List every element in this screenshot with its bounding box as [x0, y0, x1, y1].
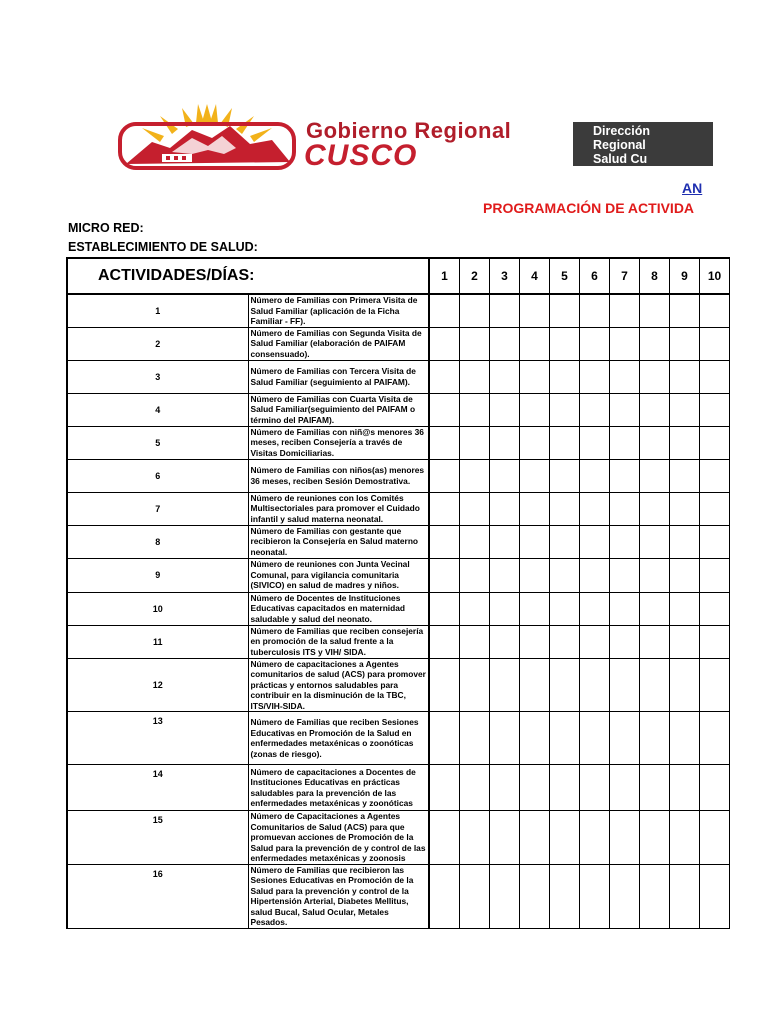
- row-number: 7: [67, 492, 248, 525]
- row-number: 5: [67, 426, 248, 459]
- day-cell[interactable]: [580, 360, 610, 393]
- day-cell[interactable]: [429, 426, 460, 459]
- day-cell[interactable]: [670, 426, 700, 459]
- day-cell[interactable]: [700, 459, 730, 492]
- gobierno-regional-text: Gobierno Regional: [306, 118, 512, 143]
- day-cell[interactable]: [700, 592, 730, 625]
- day-cell[interactable]: [490, 426, 520, 459]
- activity-description: Número de Familias con niñ@s menores 36 meses, reciben Consejería a través de Visitas Domiciliarias.: [248, 426, 429, 459]
- micro-red-label: MICRO RED:: [68, 221, 144, 235]
- day-cell[interactable]: [490, 625, 520, 658]
- establecimiento-label: ESTABLECIMIENTO DE SALUD:: [68, 240, 258, 254]
- table-row: [67, 426, 730, 459]
- day-cell[interactable]: [610, 492, 640, 525]
- day-cell[interactable]: [640, 712, 670, 765]
- day-header-4: 4: [520, 258, 550, 294]
- day-cell[interactable]: [520, 712, 550, 765]
- row-number: 15: [67, 811, 248, 865]
- row-number: 16: [67, 864, 248, 928]
- row-number: 11: [67, 625, 248, 658]
- day-cell[interactable]: [429, 811, 460, 865]
- day-cell[interactable]: [550, 393, 580, 426]
- day-cell[interactable]: [580, 658, 610, 712]
- day-cell[interactable]: [550, 459, 580, 492]
- day-cell[interactable]: [520, 459, 550, 492]
- day-cell[interactable]: [670, 765, 700, 811]
- activity-description: Número de capacitaciones a Docentes de Instituciones Educativas en prácticas saludables para la prevención de las enfermedades metaxénicas y zoonóticas: [248, 765, 429, 811]
- day-cell[interactable]: [460, 492, 490, 525]
- activities-table: [66, 257, 730, 929]
- day-cell[interactable]: [670, 327, 700, 360]
- day-cell[interactable]: [640, 525, 670, 558]
- day-cell[interactable]: [610, 658, 640, 712]
- day-cell[interactable]: [429, 525, 460, 558]
- day-cell[interactable]: [520, 492, 550, 525]
- day-cell[interactable]: [520, 864, 550, 928]
- day-cell[interactable]: [490, 492, 520, 525]
- day-cell[interactable]: [700, 712, 730, 765]
- day-cell[interactable]: [550, 765, 580, 811]
- day-cell[interactable]: [460, 558, 490, 592]
- day-cell[interactable]: [700, 492, 730, 525]
- activities-days-header: ACTIVIDADES/DÍAS:: [67, 258, 429, 294]
- day-cell[interactable]: [460, 360, 490, 393]
- table-header-row: [67, 258, 730, 294]
- direccion-line-2: Regional: [593, 138, 646, 152]
- cusco-text: CUSCO: [304, 139, 418, 172]
- day-cell[interactable]: [670, 459, 700, 492]
- day-cell[interactable]: [490, 712, 520, 765]
- activity-description: Número de reuniones con los Comités Multisectoriales para promover el Cuidado infantil y salud materna neonatal.: [248, 492, 429, 525]
- day-header-1: 1: [429, 258, 460, 294]
- day-cell[interactable]: [670, 811, 700, 865]
- day-cell[interactable]: [490, 459, 520, 492]
- day-cell[interactable]: [460, 811, 490, 865]
- day-cell[interactable]: [460, 327, 490, 360]
- day-cell[interactable]: [550, 492, 580, 525]
- day-cell[interactable]: [429, 765, 460, 811]
- activity-description: Número de Capacitaciones a Agentes Comunitarios de Salud (ACS) para que promuevan acciones de Promoción de la Salud para la prevención de y control de las enfermedades metaxénicas y zoonosis: [248, 811, 429, 865]
- table-row: [67, 658, 730, 712]
- day-cell[interactable]: [550, 525, 580, 558]
- table-row: [67, 625, 730, 658]
- day-cell[interactable]: [580, 592, 610, 625]
- day-cell[interactable]: [520, 360, 550, 393]
- day-cell[interactable]: [550, 712, 580, 765]
- day-cell[interactable]: [520, 558, 550, 592]
- day-cell[interactable]: [700, 393, 730, 426]
- day-cell[interactable]: [580, 327, 610, 360]
- day-cell[interactable]: [550, 625, 580, 658]
- day-cell[interactable]: [550, 558, 580, 592]
- day-cell[interactable]: [640, 765, 670, 811]
- day-cell[interactable]: [580, 459, 610, 492]
- day-cell[interactable]: [700, 765, 730, 811]
- day-cell[interactable]: [610, 558, 640, 592]
- day-cell[interactable]: [520, 592, 550, 625]
- activity-description: Número de Familias con Tercera Visita de Salud Familiar (seguimiento al PAIFAM).: [248, 360, 429, 393]
- day-cell[interactable]: [640, 393, 670, 426]
- day-cell[interactable]: [580, 426, 610, 459]
- day-cell[interactable]: [640, 360, 670, 393]
- day-cell[interactable]: [610, 625, 640, 658]
- day-cell[interactable]: [550, 327, 580, 360]
- day-cell[interactable]: [700, 294, 730, 327]
- day-cell[interactable]: [640, 459, 670, 492]
- table-row: [67, 393, 730, 426]
- day-cell[interactable]: [610, 294, 640, 327]
- day-cell[interactable]: [610, 712, 640, 765]
- day-cell[interactable]: [580, 525, 610, 558]
- day-cell[interactable]: [640, 558, 670, 592]
- activity-description: Número de Familias que recibieron las Sesiones Educativas en Promoción de la Salud para la prevención y control de la Hipertensión Arterial, Diabetes Mellitus, salud Bucal, Salud Ocular, Metales Pesados.: [248, 864, 429, 928]
- day-cell[interactable]: [670, 625, 700, 658]
- day-cell[interactable]: [700, 558, 730, 592]
- anexo-link[interactable]: AN: [682, 180, 703, 196]
- day-cell[interactable]: [670, 864, 700, 928]
- day-cell[interactable]: [460, 525, 490, 558]
- day-cell[interactable]: [670, 294, 700, 327]
- day-cell[interactable]: [429, 393, 460, 426]
- day-cell[interactable]: [550, 811, 580, 865]
- activity-description: Número de Docentes de Instituciones Educativas capacitados en maternidad saludable y salud del neonato.: [248, 592, 429, 625]
- row-number: 1: [67, 294, 248, 327]
- day-cell[interactable]: [460, 864, 490, 928]
- day-cell[interactable]: [429, 459, 460, 492]
- day-cell[interactable]: [670, 558, 700, 592]
- activity-description: Número de Familias con niños(as) menores 36 meses, reciben Sesión Demostrativa.: [248, 459, 429, 492]
- row-number: 2: [67, 327, 248, 360]
- day-cell[interactable]: [520, 525, 550, 558]
- day-cell[interactable]: [610, 525, 640, 558]
- day-header-6: 6: [580, 258, 610, 294]
- day-cell[interactable]: [640, 658, 670, 712]
- day-cell[interactable]: [610, 393, 640, 426]
- day-cell[interactable]: [460, 459, 490, 492]
- day-cell[interactable]: [610, 426, 640, 459]
- day-cell[interactable]: [550, 864, 580, 928]
- day-cell[interactable]: [490, 765, 520, 811]
- day-cell[interactable]: [700, 625, 730, 658]
- direccion-line-1: Dirección: [593, 124, 650, 138]
- day-cell[interactable]: [520, 294, 550, 327]
- day-cell[interactable]: [610, 327, 640, 360]
- table-row: [67, 558, 730, 592]
- day-cell[interactable]: [610, 459, 640, 492]
- direccion-regional-box: [573, 122, 713, 166]
- day-cell[interactable]: [640, 625, 670, 658]
- table-row: [67, 765, 730, 811]
- day-cell[interactable]: [429, 592, 460, 625]
- day-cell[interactable]: [670, 712, 700, 765]
- day-cell[interactable]: [429, 360, 460, 393]
- day-cell[interactable]: [640, 294, 670, 327]
- day-cell[interactable]: [520, 811, 550, 865]
- day-cell[interactable]: [580, 294, 610, 327]
- direccion-line-3: Salud Cu: [593, 152, 648, 166]
- day-cell[interactable]: [520, 625, 550, 658]
- day-cell[interactable]: [610, 864, 640, 928]
- day-cell[interactable]: [460, 712, 490, 765]
- table-row: [67, 360, 730, 393]
- row-number: 6: [67, 459, 248, 492]
- row-number: 9: [67, 558, 248, 592]
- table-row: [67, 459, 730, 492]
- day-cell[interactable]: [460, 393, 490, 426]
- programacion-title: PROGRAMACIÓN DE ACTIVIDA: [483, 200, 695, 216]
- day-cell[interactable]: [580, 811, 610, 865]
- day-cell[interactable]: [700, 525, 730, 558]
- day-cell[interactable]: [670, 492, 700, 525]
- day-cell[interactable]: [490, 294, 520, 327]
- day-cell[interactable]: [490, 592, 520, 625]
- day-cell[interactable]: [429, 327, 460, 360]
- day-cell[interactable]: [520, 327, 550, 360]
- activity-description: Número de capacitaciones a Agentes comunitarios de salud (ACS) para promover prácticas y entornos saludables para contribuir en la disminución de la TBC, ITS/VIH-SIDA.: [248, 658, 429, 712]
- row-number: 3: [67, 360, 248, 393]
- day-cell[interactable]: [490, 558, 520, 592]
- day-cell[interactable]: [670, 658, 700, 712]
- activity-description: Número de Familias que reciben Sesiones Educativas en Promoción de la Salud en enfermedades metaxénicas o zoonóticas (zonas de riesgo).: [248, 712, 429, 765]
- table-row: [67, 492, 730, 525]
- header-banner: [96, 100, 701, 188]
- day-header-3: 3: [490, 258, 520, 294]
- day-cell[interactable]: [640, 811, 670, 865]
- row-number: 8: [67, 525, 248, 558]
- day-cell[interactable]: [460, 592, 490, 625]
- day-cell[interactable]: [490, 864, 520, 928]
- table-row: [67, 525, 730, 558]
- table-row: [67, 294, 730, 327]
- activity-description: Número de Familias con Primera Visita de Salud Familiar (aplicación de la Ficha Familiar - FF).: [248, 294, 429, 327]
- day-cell[interactable]: [490, 525, 520, 558]
- day-cell[interactable]: [700, 426, 730, 459]
- day-cell[interactable]: [550, 360, 580, 393]
- day-cell[interactable]: [429, 625, 460, 658]
- day-header-7: 7: [610, 258, 640, 294]
- day-cell[interactable]: [490, 360, 520, 393]
- day-cell[interactable]: [670, 525, 700, 558]
- table-row: [67, 712, 730, 765]
- day-cell[interactable]: [670, 393, 700, 426]
- activity-description: Número de Familias que reciben consejería en promoción de la salud frente a la tuberculosis ITS y VIH/ SIDA.: [248, 625, 429, 658]
- day-cell[interactable]: [520, 765, 550, 811]
- gobierno-regional-logo-icon: [112, 102, 302, 172]
- day-cell[interactable]: [580, 558, 610, 592]
- day-cell[interactable]: [610, 811, 640, 865]
- day-cell[interactable]: [520, 426, 550, 459]
- row-number: 12: [67, 658, 248, 712]
- day-cell[interactable]: [640, 592, 670, 625]
- day-header-2: 2: [460, 258, 490, 294]
- day-cell[interactable]: [490, 393, 520, 426]
- day-cell[interactable]: [580, 712, 610, 765]
- day-cell[interactable]: [640, 426, 670, 459]
- day-cell[interactable]: [429, 658, 460, 712]
- day-header-8: 8: [640, 258, 670, 294]
- day-cell[interactable]: [700, 864, 730, 928]
- table-row: [67, 811, 730, 865]
- day-cell[interactable]: [429, 712, 460, 765]
- day-header-5: 5: [550, 258, 580, 294]
- day-cell[interactable]: [640, 864, 670, 928]
- activities-table-container: [66, 257, 722, 927]
- row-number: 4: [67, 393, 248, 426]
- day-cell[interactable]: [460, 765, 490, 811]
- day-cell[interactable]: [550, 658, 580, 712]
- day-cell[interactable]: [429, 492, 460, 525]
- day-cell[interactable]: [580, 625, 610, 658]
- day-cell[interactable]: [610, 592, 640, 625]
- day-cell[interactable]: [640, 492, 670, 525]
- day-header-9: 9: [670, 258, 700, 294]
- activity-description: Número de Familias con Segunda Visita de Salud Familiar (elaboración de PAIFAM consensuado).: [248, 327, 429, 360]
- day-cell[interactable]: [580, 492, 610, 525]
- day-cell[interactable]: [429, 294, 460, 327]
- day-cell[interactable]: [520, 658, 550, 712]
- table-row: [67, 864, 730, 928]
- activity-description: Número de Familias con gestante que recibieron la Consejería en Salud materno neonatal.: [248, 525, 429, 558]
- day-cell[interactable]: [490, 811, 520, 865]
- day-cell[interactable]: [550, 294, 580, 327]
- row-number: 10: [67, 592, 248, 625]
- day-cell[interactable]: [460, 294, 490, 327]
- table-row: [67, 327, 730, 360]
- day-cell[interactable]: [550, 426, 580, 459]
- row-number: 14: [67, 765, 248, 811]
- day-cell[interactable]: [700, 327, 730, 360]
- day-cell[interactable]: [670, 592, 700, 625]
- day-cell[interactable]: [700, 360, 730, 393]
- row-number: 13: [67, 712, 248, 765]
- day-cell[interactable]: [700, 658, 730, 712]
- day-cell[interactable]: [580, 393, 610, 426]
- table-row: [67, 592, 730, 625]
- day-header-10: 10: [700, 258, 730, 294]
- day-cell[interactable]: [460, 426, 490, 459]
- day-cell[interactable]: [580, 864, 610, 928]
- activity-description: Número de reuniones con Junta Vecinal Comunal, para vigilancia comunitaria (SIVICO) en salud de madres y niños.: [248, 558, 429, 592]
- day-cell[interactable]: [520, 393, 550, 426]
- day-cell[interactable]: [610, 765, 640, 811]
- day-cell[interactable]: [429, 558, 460, 592]
- day-cell[interactable]: [550, 592, 580, 625]
- day-cell[interactable]: [429, 864, 460, 928]
- day-cell[interactable]: [700, 811, 730, 865]
- day-cell[interactable]: [640, 327, 670, 360]
- day-cell[interactable]: [490, 327, 520, 360]
- day-cell[interactable]: [460, 658, 490, 712]
- day-cell[interactable]: [490, 658, 520, 712]
- activity-description: Número de Familias con Cuarta Visita de Salud Familiar(seguimiento del PAIFAM o término del PAIFAM).: [248, 393, 429, 426]
- day-cell[interactable]: [460, 625, 490, 658]
- day-cell[interactable]: [580, 765, 610, 811]
- day-cell[interactable]: [610, 360, 640, 393]
- day-cell[interactable]: [670, 360, 700, 393]
